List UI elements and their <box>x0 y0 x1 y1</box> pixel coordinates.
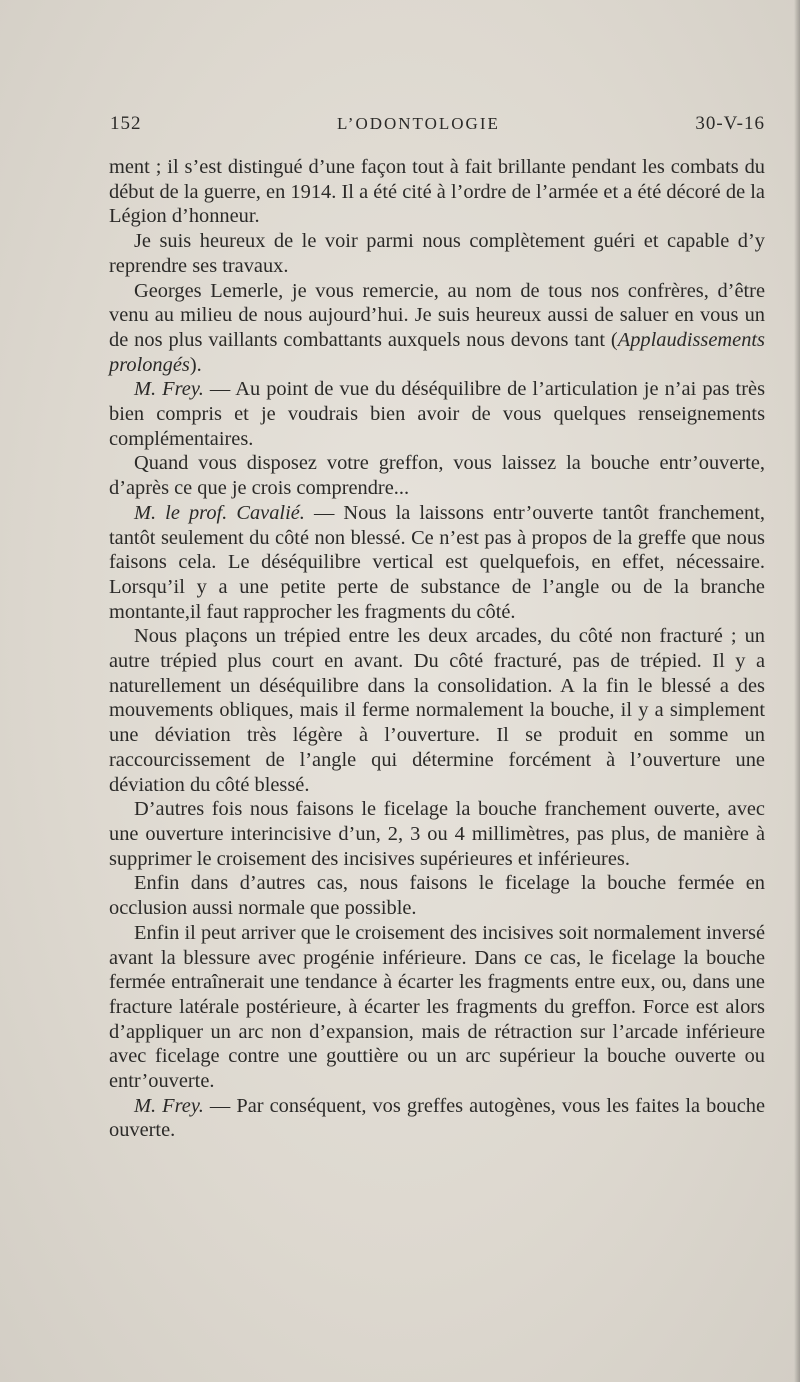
page-number: 152 <box>110 113 142 134</box>
paragraph <box>109 871 765 920</box>
paragraph <box>109 797 765 871</box>
paragraph <box>109 451 765 500</box>
italic-text: M. Frey. <box>134 378 204 401</box>
paragraph <box>109 921 765 1094</box>
issue-date: 30-V-16 <box>695 113 765 134</box>
text-run: Enfin il peut arriver que le croisement des incisives soit normalement inversé avant la blessure avec progénie inférieure. Dans ce cas, le ficelage la bouche fermée entraînerait une tendance à écarter les fragments entre eux, ou, dans une fracture latérale postérieure, à écarter les fragments du greffon. Force est alors d’appliquer un arc non d’expansion, mais de rétraction sur l’arcade inférieure avec ficelage contre une gouttière ou un arc supérieur la bouche ouverte ou entr’ouverte. <box>109 921 765 1093</box>
page-body-text <box>109 155 765 1143</box>
text-run: Enfin dans d’autres cas, nous faisons le ficelage la bouche fermée en occlusion aussi normale que possible. <box>109 872 765 920</box>
paragraph <box>109 377 765 451</box>
text-run: Georges Lemerle, je vous remercie, au nom de tous nos confrères, d’être venu au milieu de nous aujourd’hui. Je suis heureux aussi de saluer en vous un de nos plus vaillants combattants auxquels nous devons tant ( <box>109 279 765 351</box>
text-run: — Au point de vue du déséquilibre de l’articulation je n’ai pas très bien compris et je voudrais bien avoir de vous quelques renseignements complémentaires. <box>109 378 766 450</box>
paragraph <box>109 229 765 278</box>
italic-text: M. Frey. <box>134 1094 204 1117</box>
text-run: — Nous la laissons entr’ouverte tantôt franchement, tantôt seulement du côté non blessé. Ce n’est pas à propos de la greffe que nous faisons cela. Le déséquilibre vertical est quelquefois, en effet, nécessaire. Lorsqu’il y a une petite perte de substance de l’angle ou de la branche montante,il faut rapprocher les fragments du côté. <box>109 501 765 623</box>
italic-text: Applaudissements prolongés <box>109 328 765 376</box>
italic-text: M. le prof. Cavalié. <box>134 501 305 524</box>
text-run: Quand vous disposez votre greffon, vous laissez la bouche entr’ouverte, d’après ce que je crois comprendre... <box>109 452 765 500</box>
paragraph <box>109 155 765 229</box>
text-run: ). <box>189 353 202 376</box>
text-run: D’autres fois nous faisons le ficelage la bouche franchement ouverte, avec une ouverture interincisive d’un, 2, 3 ou 4 millimètres, pas plus, de manière à supprimer le croisement des incisives supérieures et inférieures. <box>109 798 765 870</box>
paragraph <box>109 1094 765 1143</box>
paragraph <box>109 501 765 625</box>
journal-title: L’ODONTOLOGIE <box>336 114 500 133</box>
text-run: ment ; il s’est distingué d’une façon tout à fait brillante pendant les combats du début de la guerre, en 1914. Il a été cité à l’ordre de l’armée et a été décoré de la Légion d’honneur. <box>109 156 765 228</box>
text-run: — Par conséquent, vos greffes autogènes, vous les faites la bouche ouverte. <box>109 1094 766 1142</box>
paragraph <box>109 624 765 797</box>
page-edge-shadow <box>794 0 800 1382</box>
text-run: Nous plaçons un trépied entre les deux arcades, du côté non fracturé ; un autre trépied plus court en avant. Du côté fracturé, pas de trépied. Il y a naturellement un déséquilibre dans la consolidation. A la fin le blessé a des mouvements obliques, mais il ferme normalement la bouche, il y a simplement une déviation très légère à l’ouverture. Il se produit en somme un raccourcissement de l’angle qui détermine forcément à l’ouverture une déviation du côté blessé. <box>109 625 765 796</box>
running-header <box>110 113 765 135</box>
paragraph <box>109 279 765 378</box>
text-run: Je suis heureux de le voir parmi nous complètement guéri et capable d’y reprendre ses travaux. <box>109 230 765 277</box>
